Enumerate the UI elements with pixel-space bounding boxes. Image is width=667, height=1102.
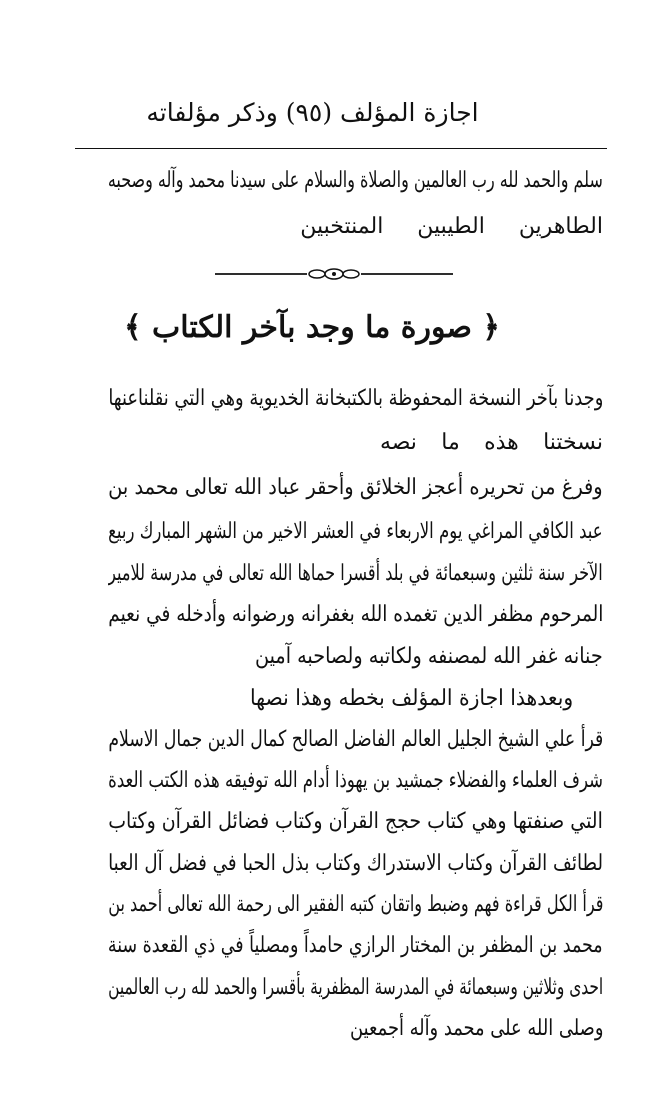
body-line: الآخر سنة ثلثين وسبعمائة في بلد أقسرا حماها الله تعالى في مدرسة للامير bbox=[108, 561, 603, 586]
ornamental-divider bbox=[215, 265, 453, 283]
body-line: وجدنا بآخر النسخة المحفوظة بالكتبخانة الخديوية وهي التي نقلناعنها bbox=[108, 386, 603, 411]
intro-line-1: سلم والحمد لله رب العالمين والصلاة والسلام على سيدنا محمد وآله وصحبه bbox=[108, 168, 603, 193]
body-line: وصلى الله على محمد وآله أجمعين bbox=[350, 1016, 603, 1041]
body-line: محمد بن المظفر بن المختار الرازي حامداً ومصلياً في ذي القعدة سنة bbox=[108, 933, 603, 958]
body-line: التي صنفتها وهي كتاب حجج القرآن وكتاب فضائل القرآن وكتاب bbox=[108, 809, 603, 834]
body-line: قرأ الكل قراءة فهم وضبط واتقان كتبه الفقير الى رحمة الله تعالى أحمد بن bbox=[108, 892, 603, 917]
body-line: المرحوم مظفر الدين تغمده الله بغفرانه ورضوانه وأدخله في نعيم bbox=[108, 602, 603, 627]
body-line: وفرغ من تحريره أعجز الخلائق وأحقر عباد الله تعالى محمد بن bbox=[108, 475, 603, 500]
header-rule bbox=[75, 148, 607, 149]
body-line: احدى وثلاثين وسبعمائة في المدرسة المظفرية بأقسرا والحمد لله رب العالمين bbox=[108, 975, 603, 1000]
body-line: شرف العلماء والفضلاء جمشيد بن يهوذا أدام الله توفيقه هذه الكتب العدة bbox=[108, 768, 603, 793]
section-title: ﴿ صورة ما وجد بآخر الكتاب ﴾ bbox=[123, 310, 500, 345]
body-line: جنانه غفر الله لمصنفه ولكاتبه ولصاحبه آمين bbox=[255, 644, 603, 669]
body-line: وبعدهذا اجازة المؤلف بخطه وهذا نصها bbox=[250, 686, 573, 711]
body-line: قرأ علي الشيخ الجليل العالم الفاضل الصالح كمال الدين جمال الاسلام bbox=[108, 727, 603, 752]
body-line: نسختنا هذه ما نصه bbox=[380, 430, 603, 455]
body-line: لطائف القرآن وكتاب الاستدراك وكتاب بذل الحبا في فضل آل العبا bbox=[108, 851, 603, 876]
intro-line-2: الطاهرين الطيبين المنتخبين bbox=[300, 214, 603, 239]
running-header: اجازة المؤلف (٩٥) وذكر مؤلفاته bbox=[146, 98, 479, 127]
body-line: عبد الكافي المراغي يوم الاربعاء في العشر الاخير من الشهر المبارك ربيع bbox=[108, 519, 603, 544]
